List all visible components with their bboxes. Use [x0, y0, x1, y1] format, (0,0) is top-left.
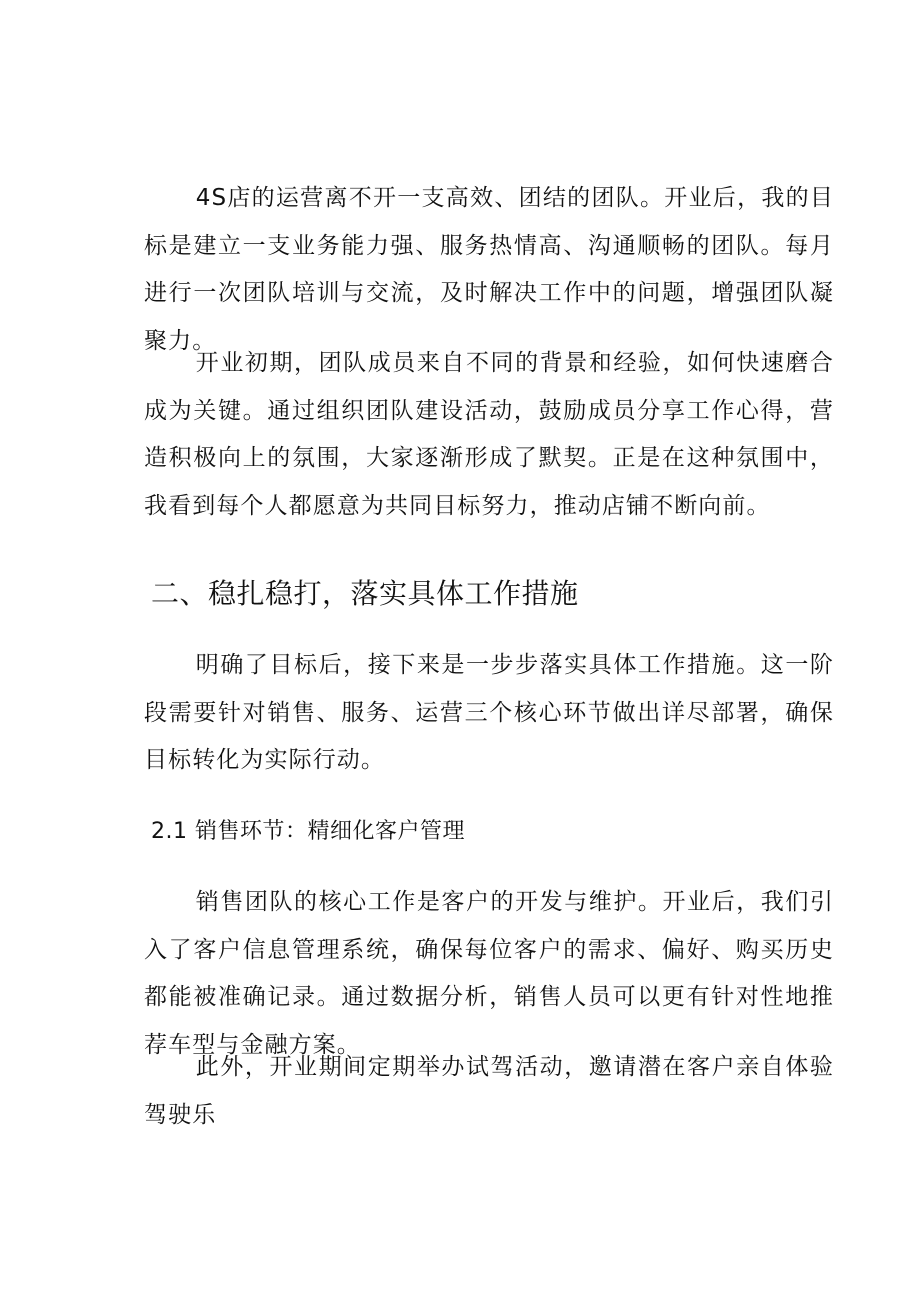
paragraph-sales-core: 销售团队的核心工作是客户的开发与维护。开业后，我们引入了客户信息管理系统，确保每位客户的需求、偏好、购买历史都能被准确记录。通过数据分析，销售人员可以更有针对性地推荐车型与金融方案。	[144, 889, 834, 1058]
paragraph-test-drive: 此外，开业期间定期举办试驾活动，邀请潜在客户亲自体验驾驶乐	[144, 1054, 834, 1128]
subsection-heading: 2.1 销售环节：精细化客户管理	[151, 819, 465, 844]
paragraph-team-goal: 4S店的运营离不开一支高效、团结的团队。开业后，我的目标是建立一支业务能力强、服务热情高、沟通顺畅的团队。每月进行一次团队培训与交流，及时解决工作中的问题，增强团队凝聚力。	[144, 185, 834, 354]
paragraph-team-building: 开业初期，团队成员来自不同的背景和经验，如何快速磨合成为关键。通过组织团队建设活动，鼓励成员分享工作心得，营造积极向上的氛围，大家逐渐形成了默契。正是在这种氛围中，我看到每个人都愿意为共同目标努力，推动店铺不断向前。	[144, 350, 834, 519]
paragraph-section-intro: 明确了目标后，接下来是一步步落实具体工作措施。这一阶段需要针对销售、服务、运营三个核心环节做出详尽部署，确保目标转化为实际行动。	[144, 652, 834, 773]
section-heading: 二、稳扎稳打，落实具体工作措施	[151, 577, 579, 610]
